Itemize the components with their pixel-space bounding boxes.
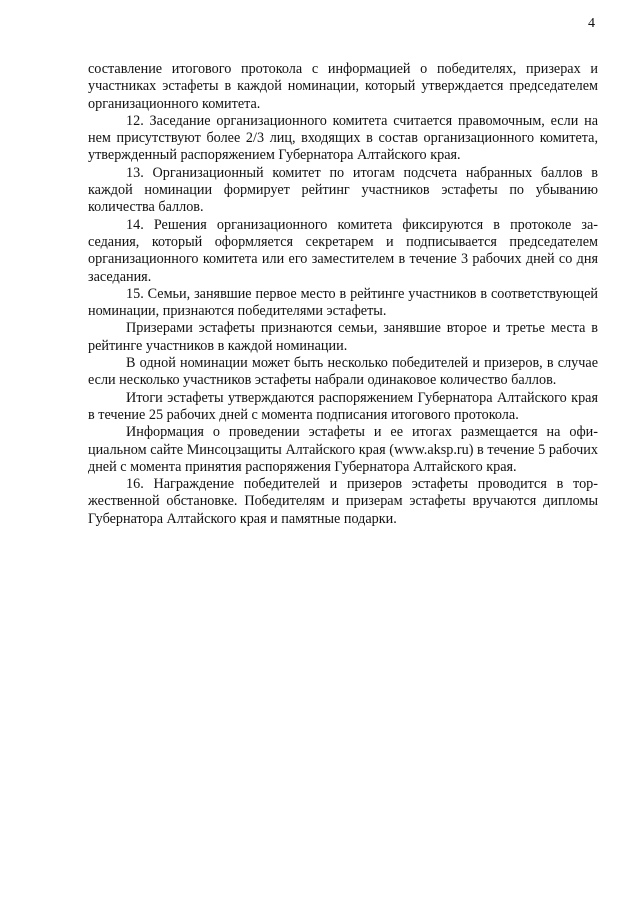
paragraph-14-decisions: 14. Решения организационного комитета фиксируются в протоколе заседания, который оформляется секретарем и подписывается председателем организационного комитета или его заместителем в течение 3 рабочих дней со дня заседания. xyxy=(88,216,598,285)
paragraph-prize-winners: Призерами эстафеты признаются семьи, занявшие второе и третье места в рейтинге участников в каждой номинации. xyxy=(88,320,598,354)
document-body xyxy=(88,61,598,528)
paragraph-protocol-continuation: составление итогового протокола с информацией о победителях, призерах и участниках эстафеты в каждой номинации, который утверждается председателем организационного комитета. xyxy=(88,61,598,112)
paragraph-results-approval: Итоги эстафеты утверждаются распоряжением Губернатора Алтайского края в течение 25 рабочих дней с момента подписания итогового протокола. xyxy=(88,389,598,423)
paragraph-12-quorum: 12. Заседание организационного комитета считается правомочным, если на нем присутствуют более 2/3 лиц, входящих в состав организационного комитета, утвержденный распоряжением Губернатора Алтайского края. xyxy=(88,112,598,164)
page-number: 4 xyxy=(588,16,595,31)
paragraph-results-publication: Информация о проведении эстафеты и ее итогах размещается на официальном сайте Минсоцзащиты Алтайского края (www.aksp.ru) в течение 5 рабочих дней с момента принятия распоряжения Губернатора Алтайского края. xyxy=(88,424,598,475)
paragraph-13-rating: 13. Организационный комитет по итогам подсчета набранных баллов в каждой номинации формирует рейтинг участников эстафеты по убыванию количества баллов. xyxy=(88,164,598,216)
paragraph-15-winners: 15. Семьи, занявшие первое место в рейтинге участников в соответствующей номинации, признаются победителями эстафеты. xyxy=(88,285,598,320)
paragraph-multiple-winners: В одной номинации может быть несколько победителей и призеров, в случае если несколько участников эстафеты набрали одинаковое количество баллов. xyxy=(88,355,598,389)
paragraph-16-awarding: 16. Награждение победителей и призеров эстафеты проводится в торжественной обстановке. Победителям и призерам эстафеты вручаются дипломы Губернатора Алтайского края и памятные подарки. xyxy=(88,476,598,527)
